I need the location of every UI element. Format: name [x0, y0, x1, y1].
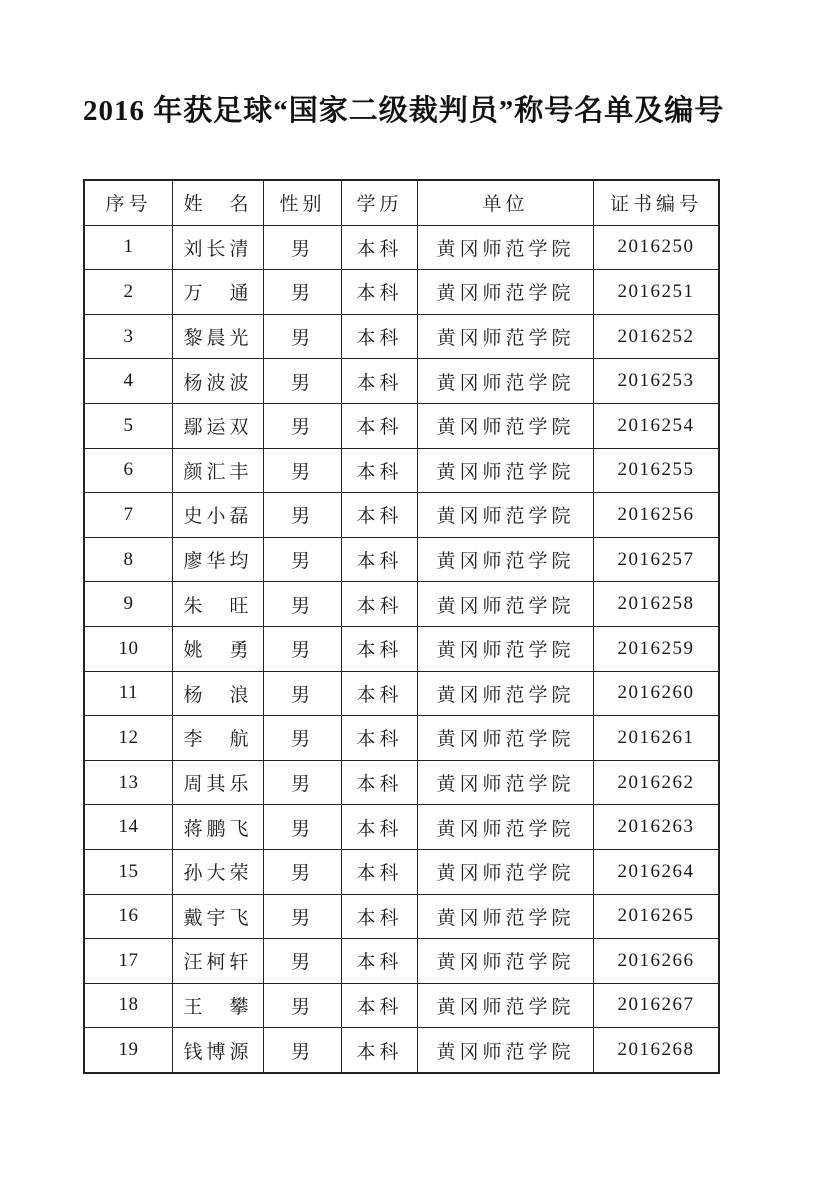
table-cell: 男	[264, 1028, 342, 1073]
table-cell: 汪柯轩	[173, 939, 264, 984]
table-cell: 本科	[342, 403, 418, 448]
table-cell: 黄冈师范学院	[418, 805, 594, 850]
table-cell: 男	[264, 626, 342, 671]
table-cell: 3	[84, 314, 173, 359]
table-cell: 2016259	[594, 626, 720, 671]
table-cell: 黄冈师范学院	[418, 448, 594, 493]
document-title: 2016 年获足球“国家二级裁判员”称号名单及编号	[83, 95, 725, 127]
table-cell: 男	[264, 448, 342, 493]
table-cell: 11	[84, 671, 173, 716]
table-cell: 14	[84, 805, 173, 850]
table-cell: 颜汇丰	[173, 448, 264, 493]
table-cell: 黄冈师范学院	[418, 270, 594, 315]
table-cell: 8	[84, 537, 173, 582]
header-cell: 序号	[84, 180, 173, 225]
table-cell: 2016254	[594, 403, 720, 448]
table-cell: 本科	[342, 537, 418, 582]
table-row	[84, 671, 719, 716]
header-cell: 姓 名	[173, 180, 264, 225]
table-cell: 刘长清	[173, 225, 264, 270]
table-cell: 男	[264, 716, 342, 761]
table-cell: 王 攀	[173, 983, 264, 1028]
table-cell: 黄冈师范学院	[418, 939, 594, 984]
table-cell: 黄冈师范学院	[418, 983, 594, 1028]
table-cell: 万 通	[173, 270, 264, 315]
table-cell: 15	[84, 849, 173, 894]
table-cell: 男	[264, 314, 342, 359]
table-cell: 黄冈师范学院	[418, 225, 594, 270]
table-row	[84, 359, 719, 404]
table-cell: 杨波波	[173, 359, 264, 404]
table-row	[84, 805, 719, 850]
table-cell: 史小磊	[173, 493, 264, 538]
table-cell: 2016257	[594, 537, 720, 582]
table-cell: 9	[84, 582, 173, 627]
table-cell: 5	[84, 403, 173, 448]
table-cell: 鄢运双	[173, 403, 264, 448]
table-cell: 廖华均	[173, 537, 264, 582]
table-cell: 男	[264, 270, 342, 315]
table-cell: 6	[84, 448, 173, 493]
table-row	[84, 939, 719, 984]
table-row	[84, 716, 719, 761]
table-cell: 男	[264, 671, 342, 716]
table-cell: 18	[84, 983, 173, 1028]
table-cell: 2016255	[594, 448, 720, 493]
table-cell: 本科	[342, 270, 418, 315]
table-cell: 杨 浪	[173, 671, 264, 716]
table-row	[84, 760, 719, 805]
table-cell: 2016258	[594, 582, 720, 627]
table-cell: 男	[264, 760, 342, 805]
table-cell: 2016264	[594, 849, 720, 894]
referee-roster-table	[83, 179, 720, 1074]
table-cell: 本科	[342, 626, 418, 671]
table-cell: 黄冈师范学院	[418, 626, 594, 671]
table-row	[84, 493, 719, 538]
table-cell: 本科	[342, 448, 418, 493]
table-row	[84, 270, 719, 315]
table-cell: 孙大荣	[173, 849, 264, 894]
table-cell: 本科	[342, 359, 418, 404]
table-row	[84, 894, 719, 939]
table-cell: 12	[84, 716, 173, 761]
table-cell: 4	[84, 359, 173, 404]
table-row	[84, 849, 719, 894]
table-row	[84, 403, 719, 448]
table-cell: 黄冈师范学院	[418, 314, 594, 359]
table-cell: 2016250	[594, 225, 720, 270]
table-cell: 黄冈师范学院	[418, 671, 594, 716]
table-header-row	[84, 180, 719, 225]
table-cell: 本科	[342, 939, 418, 984]
table-cell: 1	[84, 225, 173, 270]
table-cell: 本科	[342, 582, 418, 627]
table-cell: 2	[84, 270, 173, 315]
table-cell: 本科	[342, 493, 418, 538]
table-cell: 2016256	[594, 493, 720, 538]
table-cell: 本科	[342, 1028, 418, 1073]
table-row	[84, 1028, 719, 1073]
table-cell: 黎晨光	[173, 314, 264, 359]
table-cell: 钱博源	[173, 1028, 264, 1073]
table-cell: 19	[84, 1028, 173, 1073]
table-cell: 2016253	[594, 359, 720, 404]
table-cell: 男	[264, 359, 342, 404]
table-cell: 10	[84, 626, 173, 671]
table-cell: 周其乐	[173, 760, 264, 805]
table-cell: 男	[264, 805, 342, 850]
table-cell: 本科	[342, 314, 418, 359]
table-cell: 2016262	[594, 760, 720, 805]
table-cell: 本科	[342, 671, 418, 716]
table-cell: 本科	[342, 894, 418, 939]
table-row	[84, 582, 719, 627]
table-cell: 男	[264, 849, 342, 894]
table-cell: 蒋鹏飞	[173, 805, 264, 850]
table-header	[84, 180, 719, 225]
table-cell: 2016263	[594, 805, 720, 850]
table-cell: 男	[264, 939, 342, 984]
table-cell: 黄冈师范学院	[418, 403, 594, 448]
table-row	[84, 626, 719, 671]
table-cell: 2016268	[594, 1028, 720, 1073]
header-cell: 单位	[418, 180, 594, 225]
table-cell: 黄冈师范学院	[418, 582, 594, 627]
table-cell: 男	[264, 537, 342, 582]
table-body	[84, 225, 719, 1073]
table-cell: 朱 旺	[173, 582, 264, 627]
table-cell: 2016261	[594, 716, 720, 761]
table-cell: 黄冈师范学院	[418, 359, 594, 404]
table-cell: 2016266	[594, 939, 720, 984]
table-cell: 本科	[342, 805, 418, 850]
table-cell: 13	[84, 760, 173, 805]
table-row	[84, 225, 719, 270]
table-cell: 男	[264, 493, 342, 538]
table-cell: 男	[264, 894, 342, 939]
table-cell: 戴宇飞	[173, 894, 264, 939]
table-cell: 男	[264, 403, 342, 448]
table-cell: 16	[84, 894, 173, 939]
table-row	[84, 314, 719, 359]
header-cell: 学历	[342, 180, 418, 225]
table-cell: 本科	[342, 849, 418, 894]
table-cell: 本科	[342, 716, 418, 761]
table-cell: 黄冈师范学院	[418, 716, 594, 761]
table-cell: 黄冈师范学院	[418, 493, 594, 538]
table-cell: 7	[84, 493, 173, 538]
table-cell: 黄冈师范学院	[418, 760, 594, 805]
table-cell: 姚 勇	[173, 626, 264, 671]
table-row	[84, 983, 719, 1028]
table-cell: 男	[264, 582, 342, 627]
table-cell: 17	[84, 939, 173, 984]
table-cell: 2016252	[594, 314, 720, 359]
table-cell: 黄冈师范学院	[418, 849, 594, 894]
table-cell: 本科	[342, 760, 418, 805]
table-cell: 男	[264, 983, 342, 1028]
table-cell: 本科	[342, 225, 418, 270]
table-cell: 男	[264, 225, 342, 270]
table-cell: 李 航	[173, 716, 264, 761]
table-cell: 2016265	[594, 894, 720, 939]
table-cell: 2016267	[594, 983, 720, 1028]
header-cell: 证书编号	[594, 180, 720, 225]
table-row	[84, 448, 719, 493]
table-cell: 黄冈师范学院	[418, 1028, 594, 1073]
table-cell: 本科	[342, 983, 418, 1028]
table-cell: 黄冈师范学院	[418, 537, 594, 582]
header-cell: 性别	[264, 180, 342, 225]
table-cell: 2016260	[594, 671, 720, 716]
table-row	[84, 537, 719, 582]
table-cell: 黄冈师范学院	[418, 894, 594, 939]
table-cell: 2016251	[594, 270, 720, 315]
